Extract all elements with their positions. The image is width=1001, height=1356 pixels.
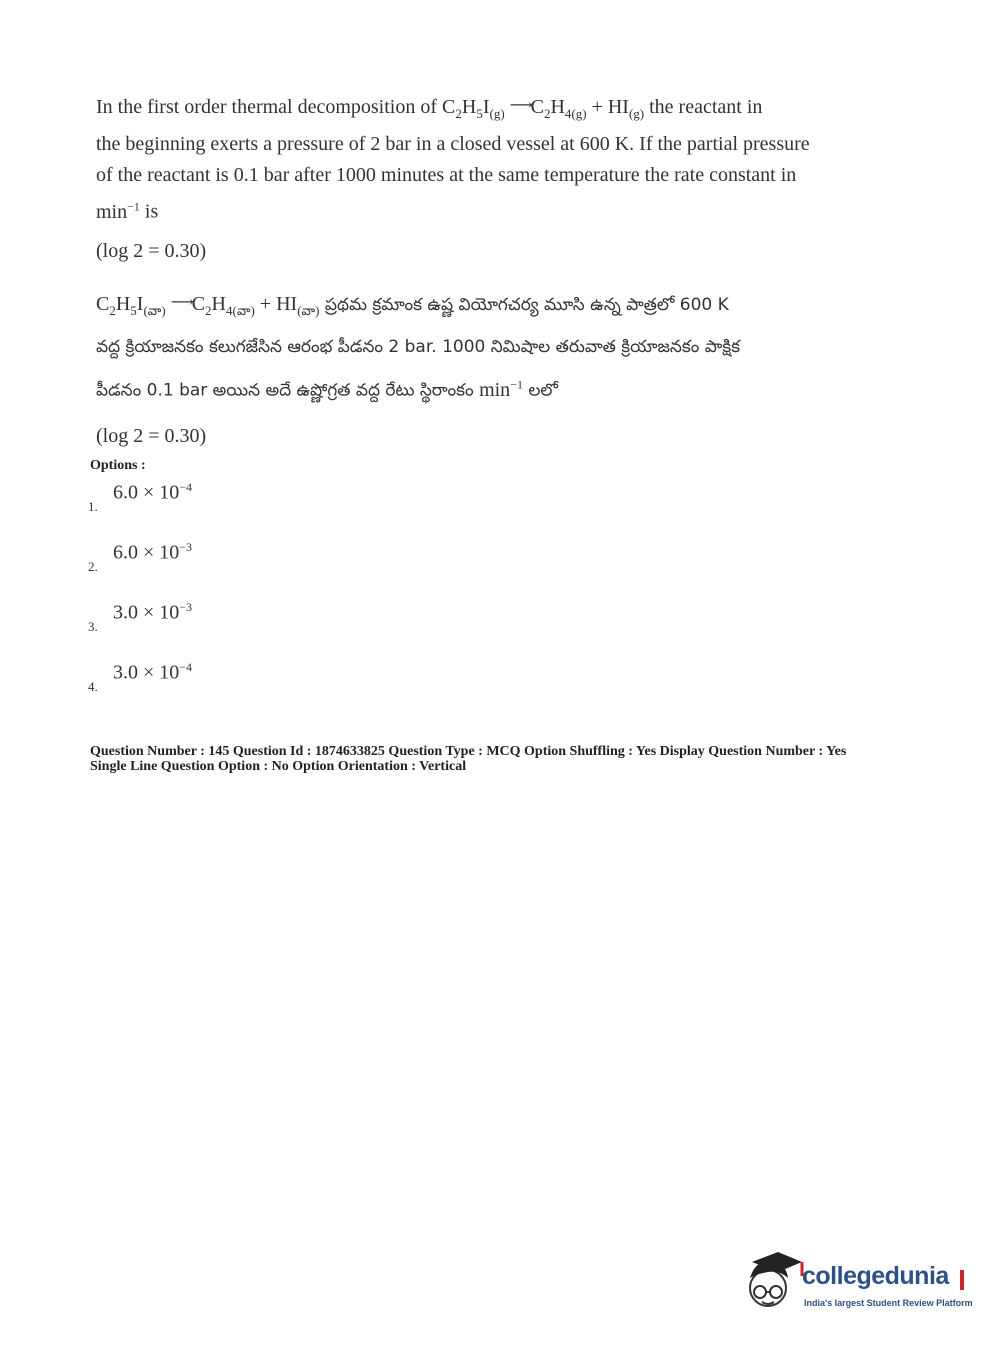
option-value: 6.0 × 10 [113, 541, 180, 564]
brand-name[interactable]: collegedunia [802, 1262, 949, 1290]
telugu-line-3: పీడనం 0.1 bar అయిన అదే ఉష్ణోగ్రత వద్ద రేటు స్థిరాంకం [96, 380, 474, 401]
option-number: 1. [88, 498, 98, 514]
question-line-3: of the reactant is 0.1 bar after 1000 minutes at the same temperature the rate constant in [96, 164, 797, 186]
option-number: 3. [88, 618, 98, 634]
question-telugu [96, 284, 856, 455]
option-4[interactable] [88, 660, 192, 695]
option-value: 3.0 × 10 [113, 601, 180, 624]
option-exponent: −3 [179, 600, 193, 614]
question-end: is [144, 200, 159, 223]
rate-unit-telugu: $\min^{-1}$ [479, 377, 523, 401]
option-exponent: −4 [179, 660, 193, 674]
option-value: 6.0 × 10 [113, 481, 180, 504]
metadata-line-1: Question Number : 145 Question Id : 1874633825 Question Type : MCQ Option Shuffling : Yes Display Question Number : Yes [90, 744, 847, 759]
metadata-line-2: Single Line Question Option : No Option Orientation : Vertical [90, 759, 467, 774]
log-hint: (log 2 = 0.30) [96, 239, 207, 262]
question-line-2: the beginning exerts a pressure of 2 bar in a closed vessel at 600 K. If the partial pressure [96, 133, 810, 155]
option-number: 4. [88, 678, 98, 694]
telugu-line-1: ప్రథమ క్రమాంక ఉష్ణ వియోగచర్య మూసి ఉన్న పాత్రలో 600 K [324, 295, 729, 315]
option-value: 3.0 × 10 [113, 661, 180, 684]
option-2[interactable] [88, 540, 192, 575]
option-3[interactable] [88, 600, 192, 635]
question-after-equation: the reactant in [649, 96, 763, 118]
question-intro: In the first order thermal decomposition of [96, 96, 438, 118]
reaction-equation: $C_2H_5I_{(g)}$ $⟶C_2H_{4(g)} + HI_{(g)}$ [442, 96, 645, 121]
brand-tagline: India's largest Student Review Platform [804, 1298, 973, 1308]
question-english [96, 90, 856, 267]
reaction-equation-telugu: $C_2H_5I_{(వా)}$ $⟶C_2H_{4(వా)} + HI_{(వా)}$ [96, 293, 320, 318]
telugu-line-2: వద్ద క్రియాజనకం కలుగజేసిన ఆరంభ పీడనం 2 bar. 1000 నిమిషాల తరువాత క్రియాజనకం పాక్షిక [96, 337, 741, 357]
log-hint-telugu: (log 2 = 0.30) [96, 424, 207, 447]
rate-unit: $\min^{-1}$ [96, 199, 140, 223]
option-1[interactable] [88, 480, 192, 515]
options-label: Options : [90, 458, 146, 473]
option-exponent: −4 [179, 480, 193, 494]
telugu-line-3-end: లలో [528, 380, 558, 401]
question-metadata [90, 744, 846, 774]
option-exponent: −3 [179, 540, 193, 554]
option-number: 2. [88, 558, 98, 574]
